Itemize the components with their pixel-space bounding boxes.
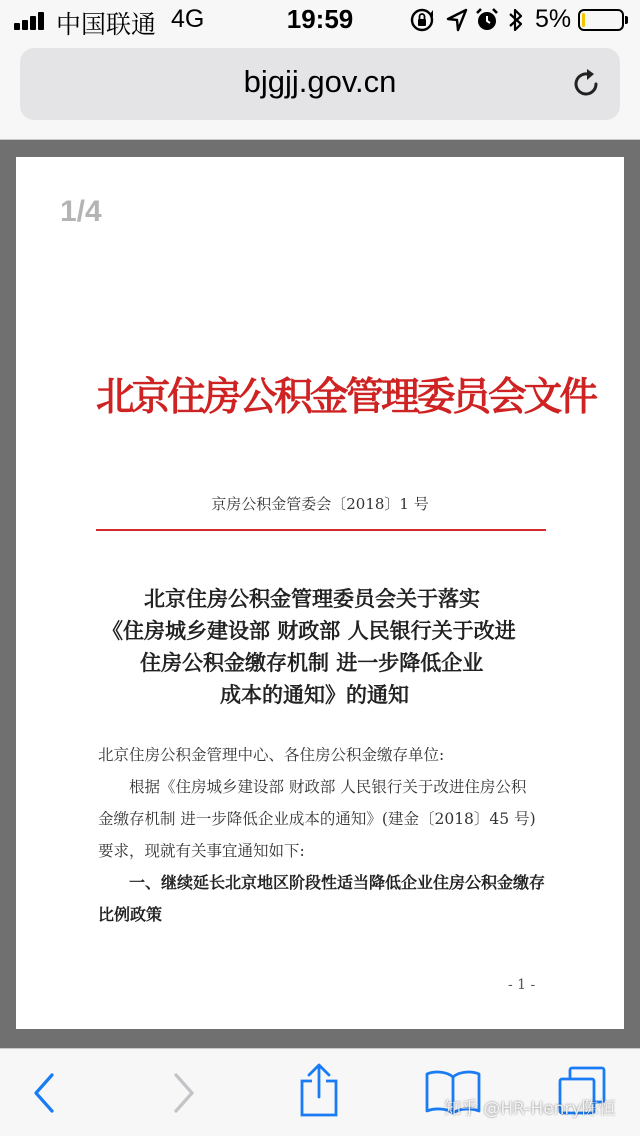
- page-number-footer: - 1 -: [508, 977, 536, 993]
- red-divider-line: [96, 529, 546, 531]
- bottom-toolbar: [0, 1048, 640, 1136]
- document-heading: 北京住房公积金管理委员会文件: [96, 374, 595, 420]
- title-line: 北京住房公积金管理委员会关于落实: [144, 586, 480, 611]
- location-arrow-icon: [444, 6, 470, 34]
- body-line: 根据《住房城乡建设部 财政部 人民银行关于改进住房公积: [129, 778, 527, 796]
- network-type: 4G: [171, 5, 205, 33]
- document-body: [98, 739, 568, 931]
- title-line: 《住房城乡建设部 财政部 人民银行关于改进: [102, 618, 516, 643]
- browser-header: [0, 0, 640, 140]
- address-bar[interactable]: [20, 48, 620, 120]
- document-page: [16, 157, 624, 1029]
- status-bar: [0, 0, 640, 40]
- addressee-line: 北京住房公积金管理中心、各住房公积金缴存单位:: [98, 746, 445, 764]
- title-line: 成本的通知》的通知: [220, 682, 409, 707]
- page-indicator: 1/4: [60, 195, 102, 228]
- alarm-icon: [474, 6, 500, 34]
- share-icon[interactable]: [296, 1063, 342, 1119]
- bluetooth-icon: [506, 6, 526, 34]
- section-heading-line: 一、继续延长北京地区阶段性适当降低企业住房公积金缴存: [129, 873, 546, 892]
- body-line: 要求，现就有关事宜通知如下:: [98, 842, 305, 860]
- screen-rotation-lock-icon: [408, 6, 436, 34]
- battery-level-fill: [582, 13, 585, 27]
- battery-icon: [578, 9, 624, 31]
- document-number: 京房公积金管委会〔2018〕1 号: [211, 495, 429, 513]
- body-line: 金缴存机制 进一步降低企业成本的通知》(建金〔2018〕45 号): [98, 810, 536, 828]
- url-text[interactable]: bjgjj.gov.cn: [243, 64, 397, 99]
- carrier-name: 中国联通: [56, 10, 157, 39]
- forward-chevron-icon[interactable]: [168, 1071, 200, 1115]
- document-title: [102, 583, 562, 711]
- title-line: 住房公积金缴存机制 进一步降低企业: [140, 650, 484, 675]
- reload-icon[interactable]: [568, 66, 604, 102]
- back-chevron-icon[interactable]: [28, 1071, 60, 1115]
- watermark-text: 知乎 @HR-Henry陈恒: [444, 1099, 616, 1119]
- status-time: 19:59: [286, 4, 354, 34]
- document-viewer[interactable]: [0, 141, 640, 1048]
- battery-percent: 5%: [535, 5, 572, 33]
- section-heading-line: 比例政策: [98, 905, 163, 924]
